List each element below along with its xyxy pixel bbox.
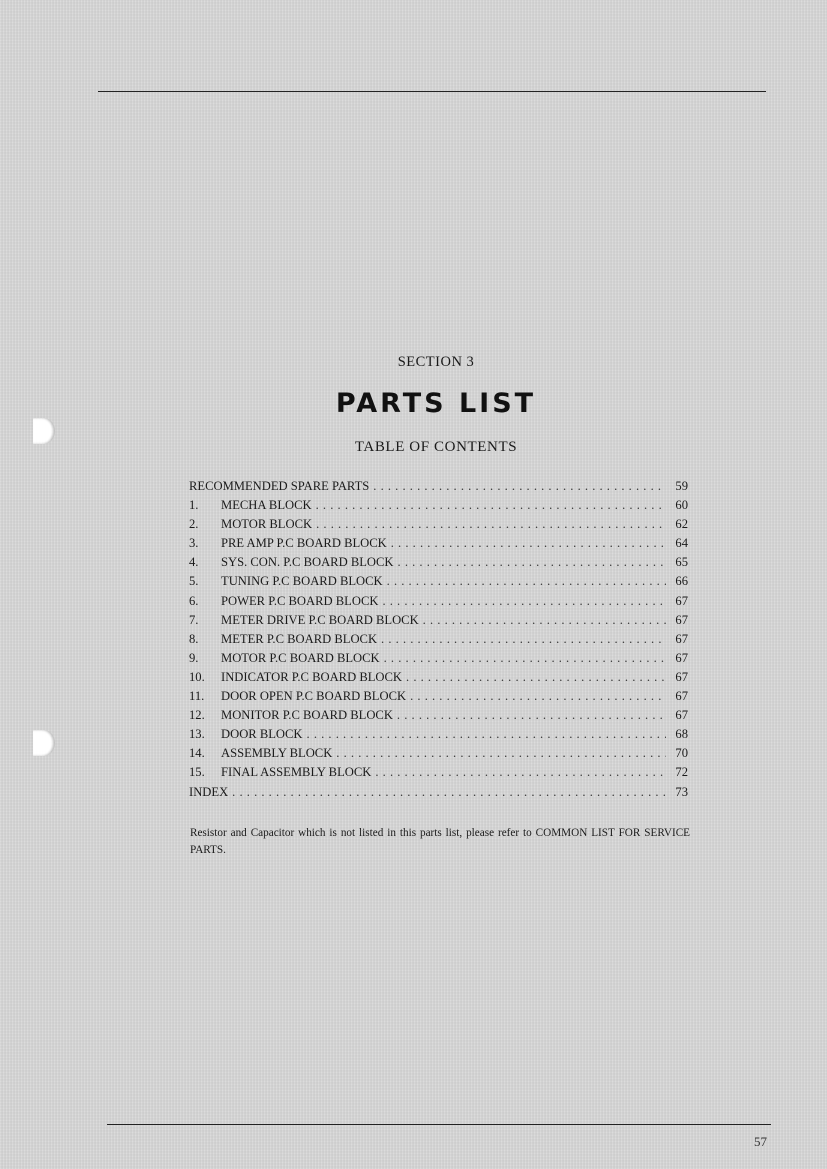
- punch-hole-bottom: [33, 730, 55, 756]
- toc-entry-recommended-spare-parts: [189, 479, 688, 498]
- toc-entry-number: 15.: [189, 765, 205, 780]
- toc-entry-mecha-block: [189, 498, 688, 517]
- toc-entry-text: INDICATOR P.C BOARD BLOCK: [221, 669, 403, 684]
- toc-leader-dots: [373, 479, 666, 494]
- toc-entry-number: 9.: [189, 650, 199, 665]
- toc-leader-dots: [398, 555, 666, 570]
- toc-entry-text: MONITOR P.C BOARD BLOCK: [221, 708, 393, 723]
- toc-entry-page: 62: [675, 517, 688, 532]
- toc-entry-page: 73: [675, 784, 688, 799]
- toc-entry-page: 68: [675, 727, 688, 742]
- toc-entry-page: 70: [675, 746, 688, 761]
- toc-entry-page: 67: [675, 612, 688, 627]
- toc-leader-dots: [410, 689, 666, 704]
- toc-entry-number: 3.: [189, 536, 199, 551]
- toc-entry-text: ASSEMBLY BLOCK: [221, 746, 333, 761]
- toc-leader-dots: [316, 517, 666, 532]
- toc-entry-page: 67: [675, 650, 688, 665]
- page-title: PARTS LIST: [335, 388, 537, 419]
- toc-entry-number: 13.: [189, 727, 205, 742]
- top-rule: [98, 91, 766, 92]
- toc-entry-number: 5.: [189, 574, 199, 589]
- toc-entry-page: 67: [675, 689, 688, 704]
- toc-entry-index: [189, 785, 688, 804]
- toc-entry-text: METER P.C BOARD BLOCK: [221, 631, 378, 646]
- toc-entry-number: 11.: [189, 689, 205, 704]
- toc-entry-text: FINAL ASSEMBLY BLOCK: [221, 765, 372, 780]
- toc-entry-text: RECOMMENDED SPARE PARTS: [189, 479, 370, 493]
- toc-leader-dots: [381, 632, 666, 647]
- toc-entry-text: METER DRIVE P.C BOARD BLOCK: [221, 612, 419, 627]
- toc-entry-page: 66: [675, 574, 688, 589]
- toc-entry-text: MOTOR P.C BOARD BLOCK: [221, 650, 380, 665]
- toc-leader-dots: [375, 765, 666, 780]
- toc-entry-text: MECHA BLOCK: [221, 498, 312, 513]
- toc-entry-number: 2.: [189, 517, 199, 532]
- toc-entry-pre-amp-board-block: [189, 536, 688, 555]
- toc-entry-indicator-board-block: [189, 670, 688, 689]
- toc-entry-number: 10.: [189, 669, 205, 684]
- toc-entry-motor-block: [189, 517, 688, 536]
- toc-leader-dots: [387, 574, 666, 589]
- toc-leader-dots: [336, 746, 666, 761]
- toc-leader-dots: [406, 670, 666, 685]
- toc-entry-number: 8.: [189, 631, 199, 646]
- toc-leader-dots: [391, 536, 666, 551]
- toc-entry-sys-con-board-block: [189, 555, 688, 574]
- toc-heading: TABLE OF CONTENTS: [354, 439, 518, 455]
- toc-entry-text: PRE AMP P.C BOARD BLOCK: [221, 536, 387, 551]
- toc-entry-text: DOOR BLOCK: [221, 727, 303, 742]
- toc-entry-page: 60: [675, 498, 688, 513]
- toc-entry-page: 67: [675, 669, 688, 684]
- toc-entry-number: 7.: [189, 612, 199, 627]
- toc-entry-page: 64: [675, 536, 688, 551]
- toc-entry-door-block: [189, 727, 688, 746]
- toc-entry-page: 72: [675, 765, 688, 780]
- page-number: 57: [754, 1134, 767, 1149]
- toc-entry-monitor-board-block: [189, 708, 688, 727]
- toc-entry-page: 67: [675, 708, 688, 723]
- toc-entry-tuning-board-block: [189, 574, 688, 593]
- toc-entry-text: INDEX: [189, 784, 229, 799]
- toc-entry-page: 67: [675, 631, 688, 646]
- table-of-contents: [189, 479, 688, 804]
- toc-entry-assembly-block: [189, 746, 688, 765]
- section-label: SECTION 3: [397, 354, 475, 370]
- toc-entry-text: MOTOR BLOCK: [221, 517, 313, 532]
- toc-entry-number: 6.: [189, 593, 199, 608]
- toc-entry-text: SYS. CON. P.C BOARD BLOCK: [221, 555, 394, 570]
- toc-entry-text: DOOR OPEN P.C BOARD BLOCK: [221, 689, 407, 704]
- toc-entry-door-open-board-block: [189, 689, 688, 708]
- toc-entry-text: TUNING P.C BOARD BLOCK: [221, 574, 383, 589]
- toc-entry-meter-board-block: [189, 632, 688, 651]
- parts-list-note: Resistor and Capacitor which is not listed in this parts list, please refer to COMMON LIST FOR SERVICE PARTS.: [190, 827, 690, 856]
- toc-leader-dots: [397, 708, 666, 723]
- toc-entry-motor-board-block: [189, 651, 688, 670]
- toc-leader-dots: [232, 785, 666, 800]
- toc-entry-final-assembly-block: [189, 765, 688, 784]
- toc-leader-dots: [382, 594, 666, 609]
- toc-leader-dots: [316, 498, 666, 513]
- bottom-rule: [107, 1124, 771, 1125]
- toc-entry-text: POWER P.C BOARD BLOCK: [221, 593, 379, 608]
- toc-entry-number: 4.: [189, 555, 199, 570]
- toc-entry-number: 12.: [189, 708, 205, 723]
- toc-leader-dots: [307, 727, 666, 742]
- toc-entry-power-board-block: [189, 594, 688, 613]
- toc-entry-page: 65: [675, 555, 688, 570]
- toc-leader-dots: [423, 613, 666, 628]
- toc-entry-page: 59: [675, 479, 688, 493]
- toc-entry-page: 67: [675, 593, 688, 608]
- toc-entry-number: 1.: [189, 498, 199, 513]
- toc-entry-number: 14.: [189, 746, 205, 761]
- toc-leader-dots: [384, 651, 666, 666]
- toc-entry-meter-drive-board-block: [189, 613, 688, 632]
